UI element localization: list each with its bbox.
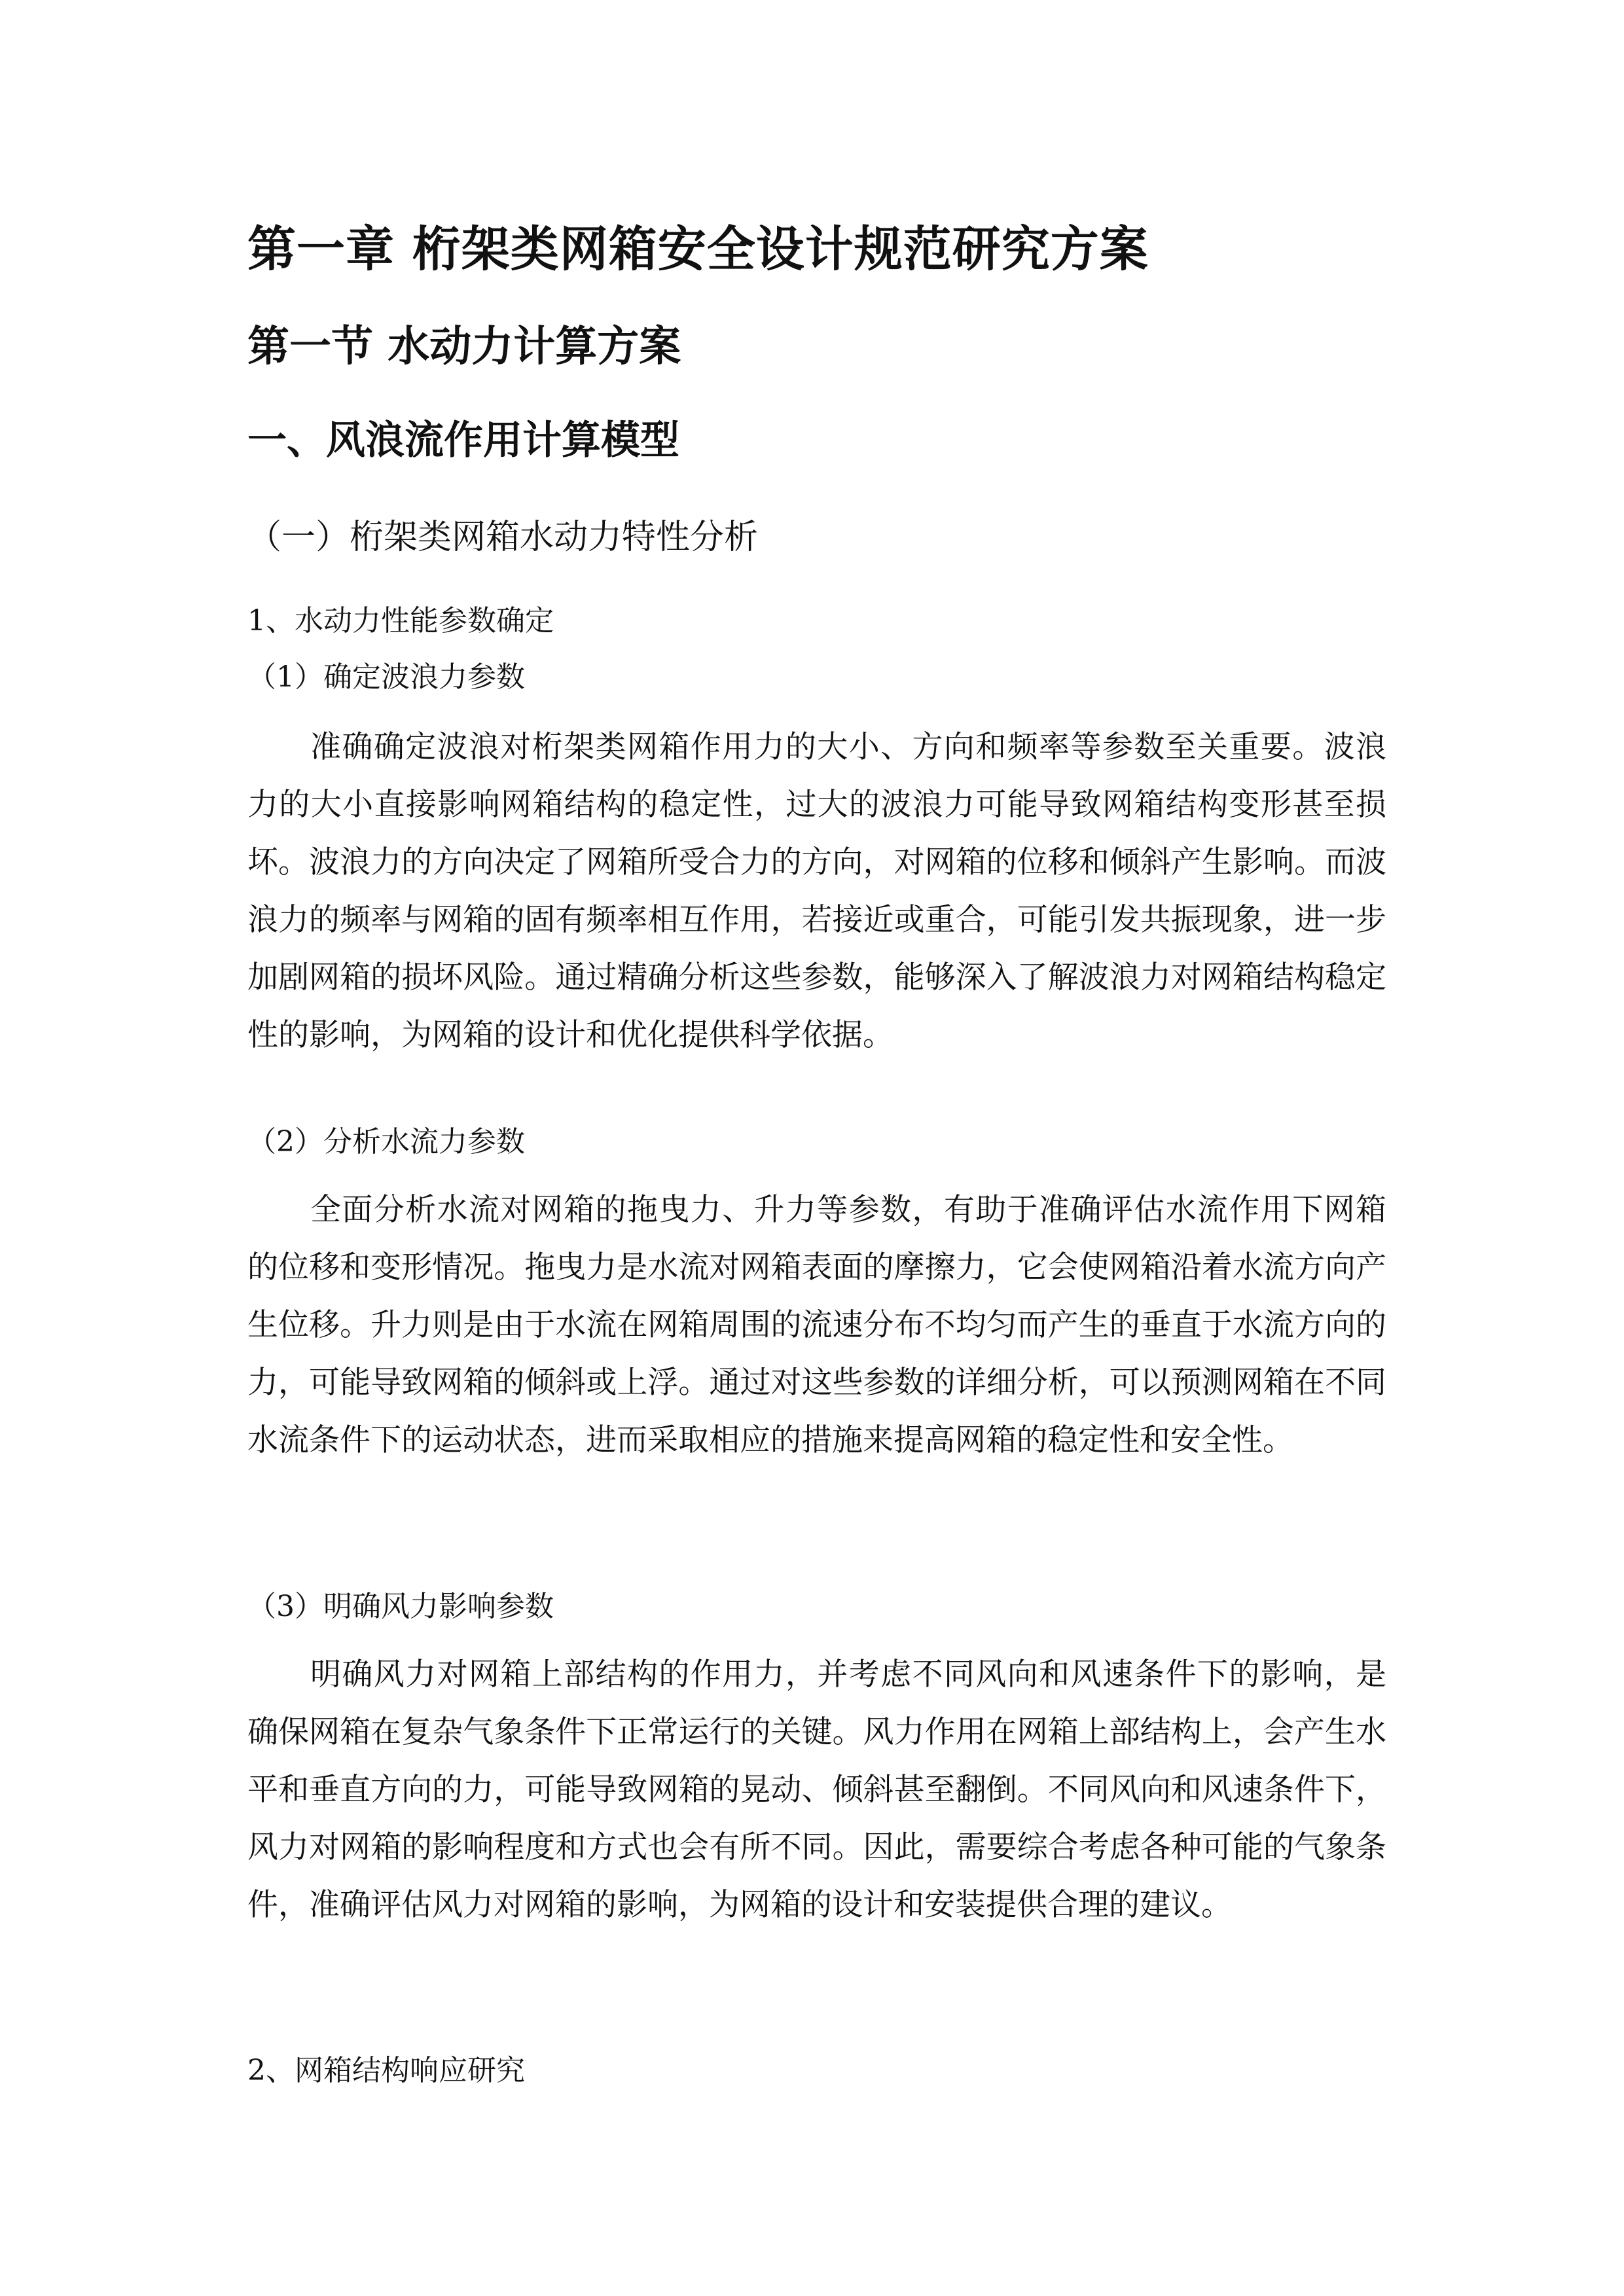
section-title: 第一节 水动力计算方案 — [247, 323, 681, 371]
item-1-sub-2-title: （2）分析水流力参数 — [247, 1125, 525, 1158]
item-1-sub-3-title: （3）明确风力影响参数 — [247, 1590, 554, 1623]
item-2-title: 2、网箱结构响应研究 — [247, 2054, 525, 2087]
subsection-title: 一、风浪流作用计算模型 — [247, 418, 679, 463]
item-1-sub-1-title: （1）确定波浪力参数 — [247, 660, 525, 694]
wind-force-paragraph: 明确风力对网箱上部结构的作用力，并考虑不同风向和风速条件下的影响，是确保网箱在复杂气象条件下正常运行的关键。风力作用在网箱上部结构上，会产生水平和垂直方向的力，可能导致网箱的晃动、倾斜甚至翻倒。不同风向和风速条件下，风力对网箱的影响程度和方式也会有所不同。因此，需要综合考虑各种可能的气象条件，准确评估风力对网箱的影响，为网箱的设计和安装提供合理的建议。 — [247, 1657, 1386, 1923]
item-1-title: 1、水动力性能参数确定 — [247, 604, 554, 637]
wave-force-paragraph: 准确确定波浪对桁架类网箱作用力的大小、方向和频率等参数至关重要。波浪力的大小直接影响网箱结构的稳定性，过大的波浪力可能导致网箱结构变形甚至损坏。波浪力的方向决定了网箱所受合力的方向，对网箱的位移和倾斜产生影响。而波浪力的频率与网箱的固有频率相互作用，若接近或重合，可能引发共振现象，进一步加剧网箱的损坏风险。通过精确分析这些参数，能够深入了解波浪力对网箱结构稳定性的影响，为网箱的设计和优化提供科学依据。 — [247, 729, 1386, 1053]
subsubsection-title: （一）桁架类网箱水动力特性分析 — [247, 518, 759, 557]
current-force-paragraph: 全面分析水流对网箱的拖曳力、升力等参数，有助于准确评估水流作用下网箱的位移和变形情况。拖曳力是水流对网箱表面的摩擦力，它会使网箱沿着水流方向产生位移。升力则是由于水流在网箱周围的流速分布不均匀而产生的垂直于水流方向的力，可能导致网箱的倾斜或上浮。通过对这些参数的详细分析，可以预测网箱在不同水流条件下的运动状态，进而采取相应的措施来提高网箱的稳定性和安全性。 — [247, 1192, 1386, 1458]
chapter-title: 第一章 桁架类网箱安全设计规范研究方案 — [247, 221, 1149, 278]
